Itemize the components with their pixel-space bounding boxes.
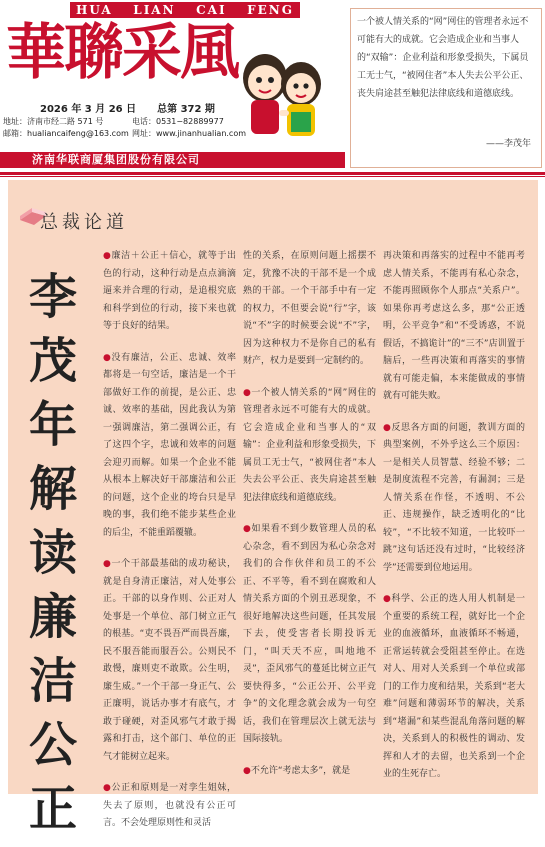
paragraph-text: 一个干部最基础的成功秘诀，就是自身清正廉洁，对人处事公正。干部的以身作则、公正对人处事是一个单位、部门树立正气的根基。“吏不畏吾严而畏吾廉，民不服吾能而服吾公。公则民不敢慢，廉则吏不敢欺。公生明，廉生威。”一个干部一身正气、公正廉明，说话办事才有底气，才敢于碰硬，对歪风邪气才敢于揭露和打击，这个部门、单位的正气才能树立起来。	[103, 559, 236, 762]
header-rule-thick	[0, 172, 545, 175]
paragraph	[243, 763, 376, 781]
bullet-icon: ●	[243, 387, 252, 398]
quote-author: ——李茂年	[485, 139, 531, 149]
pinyin-cai: CAI	[196, 3, 227, 17]
paragraph	[103, 248, 236, 336]
issue-meta	[40, 100, 215, 115]
paragraph-text: 反思各方面的问题，教训方面的典型案例，不外乎这么三个原因：一是相关人员智慧、经验不够；二是制度流程不完善，有漏洞；三是人情关系在作怪，不透明、不公正、违规操作，缺乏透明化的“比较”，“不比较不知道，一比较吓一跳”这句话还没有过时，“比较经济学”还需要到位地运用。	[383, 422, 525, 573]
title-char: 解	[28, 461, 77, 517]
bullet-icon: ●	[103, 352, 112, 363]
issue-date: 2026 年 3 月 26 日	[40, 104, 137, 115]
paragraph	[383, 591, 525, 784]
masthead-pinyin-bar	[70, 2, 300, 18]
paragraph	[383, 248, 525, 406]
paragraph	[103, 350, 236, 543]
pinyin-feng: FENG	[247, 3, 294, 17]
mascot-illustration	[235, 40, 330, 148]
title-char: 公	[28, 717, 77, 773]
paragraph	[243, 521, 376, 749]
paragraph-text: 性的关系，在原则问题上摇摆不定，犹豫不决的干部不是一个成熟的干部。一个干部手中有一定的权力，不但要会说“行”字，该说“不”字的时候要会说“不”字，因为这种权力不是你自己的私有财产，权力是要到一定制约的。	[243, 251, 376, 366]
article-column-1	[103, 248, 236, 847]
title-char: 读	[28, 525, 77, 581]
address: 地址：济南市经二路 571 号	[3, 117, 104, 126]
bullet-icon: ●	[383, 422, 392, 433]
email[interactable]: 邮箱：hualiancaifeng@163.com	[3, 129, 129, 138]
header-rule-thin	[0, 176, 545, 177]
publisher-banner: 济南华联商厦集团股份有限公司	[0, 152, 345, 168]
bullet-icon: ●	[243, 524, 252, 534]
paragraph-text: 廉洁＋公正＋信心，就等于出色的行动，这种行动是点点滴滴逼来并合理的行动，是追根究底和科学到位的行动，接下来也就等于良好的结果。	[103, 251, 236, 331]
bullet-icon: ●	[103, 783, 112, 793]
bullet-icon: ●	[243, 765, 251, 776]
paragraph	[243, 248, 376, 371]
paragraph	[383, 420, 525, 578]
title-char: 李	[28, 269, 77, 325]
paragraph	[103, 556, 236, 766]
quote-box	[350, 8, 542, 168]
pinyin-hua: HUA	[76, 3, 113, 17]
paragraph-text: 一个被人情关系的“网”网住的管理者永远不可能有大的成就。它会造成企业和当事人的“双输”：企业利益和形象受损失，下属员工无士气，“被网住者”本人失去公平公正、丧失肩途甚至触犯法律底线和道德底线。	[243, 387, 377, 503]
paragraph	[243, 385, 376, 508]
paragraph-text: 再决策和再落实的过程中不能再考虑人情关系，不能再有私心杂念，不能再照顾你个人那点“关系户”。如果你再考虑这么多，那“公正透明，公平竞争”和“不受诱惑，不说假话，不搞诡计”的“三不”店训置于脑后，一些再决策和再落实的事情就有可能走偏，本来能做成的事情就有可能失败。	[383, 251, 525, 401]
paragraph-text: 公正和原则是一对孪生姐妹，失去了原则，也就没有公正可言。不会处理原则性和灵活	[103, 783, 236, 828]
pinyin-lian: LIAN	[133, 3, 176, 17]
issue-number: 总第 372 期	[157, 104, 215, 115]
paragraph-text: 科学、公正的选人用人机制是一个重要的系统工程，就好比一个企业的血液循环，血液循环不畅通，正常运转就会受阻甚至停止。在选对人、用对人关系到一个单位或部门的工作力度和结果，关系到“老大难”问题和薄弱环节的解决，关系到“堵漏”和某些混乱角落问题的解决，关系到人的积极性的调动、发挥和人才的去留，也关系到一个企业的生死存亡。	[383, 594, 525, 779]
quote-text: 一个被人情关系的“网”网住的管理者永远不可能有大的成就。它会造成企业和当事人的“双输”：企业利益和形象受损失，下属员工无士气，“被网住者”本人失去公平公正、丧失肩途甚至触犯法律底线和道德底线。	[357, 17, 529, 99]
article-title	[18, 265, 88, 841]
bullet-icon: ●	[383, 594, 392, 604]
website[interactable]: 网址：www.jinanhualian.com	[132, 129, 247, 138]
title-char: 洁	[28, 653, 77, 709]
article-column-3	[383, 248, 525, 798]
title-char: 茂	[28, 333, 77, 389]
bullet-icon: ●	[103, 251, 112, 261]
title-char: 年	[28, 397, 77, 453]
paragraph-text: 不允许“考虑太多”，就是	[250, 765, 351, 776]
phone: 电话：0531−82889977	[132, 117, 224, 126]
paragraph-text: 如果看不到少数管理人员的私心杂念，看不到因为私心杂念对我们的合作伙伴和员工的不公正、不平等，看不到在腐败和人情关系方面的个别丑恶现象，不很好地解决这些问题，任其发展下去，使受害者长期投诉无门，“叫天天不应，叫地地不灵”，歪风邪气的蔓延比树立正气要快得多，“公正公开、公平竞争”的文化理念就会成为一句空话，我们在管理层次上就无法与国际接轨。	[243, 524, 376, 744]
column-title: 总裁论道	[40, 212, 128, 233]
paragraph	[103, 780, 236, 833]
title-char: 正	[28, 781, 77, 837]
title-char: 廉	[28, 589, 77, 645]
article-column-2	[243, 248, 376, 794]
paragraph-text: 没有廉洁，公正、忠诚、效率都将是一句空话，廉洁是一个干部做好工作的前提，是公正、忠诚、效率的基础，因此我认为第一强调廉洁，第二强调公正，有了这四个字，忠诚和效率的问题会迎刃而解。如果一个企业不能从根本上解决好干部廉洁和公正的问题，这个企业的垮台只是早晚的事，我们绝不能步某些企业的后尘，不能重蹈覆辙。	[103, 352, 236, 538]
masthead-logo: 華聯采風	[6, 18, 238, 88]
bullet-icon: ●	[103, 559, 112, 569]
